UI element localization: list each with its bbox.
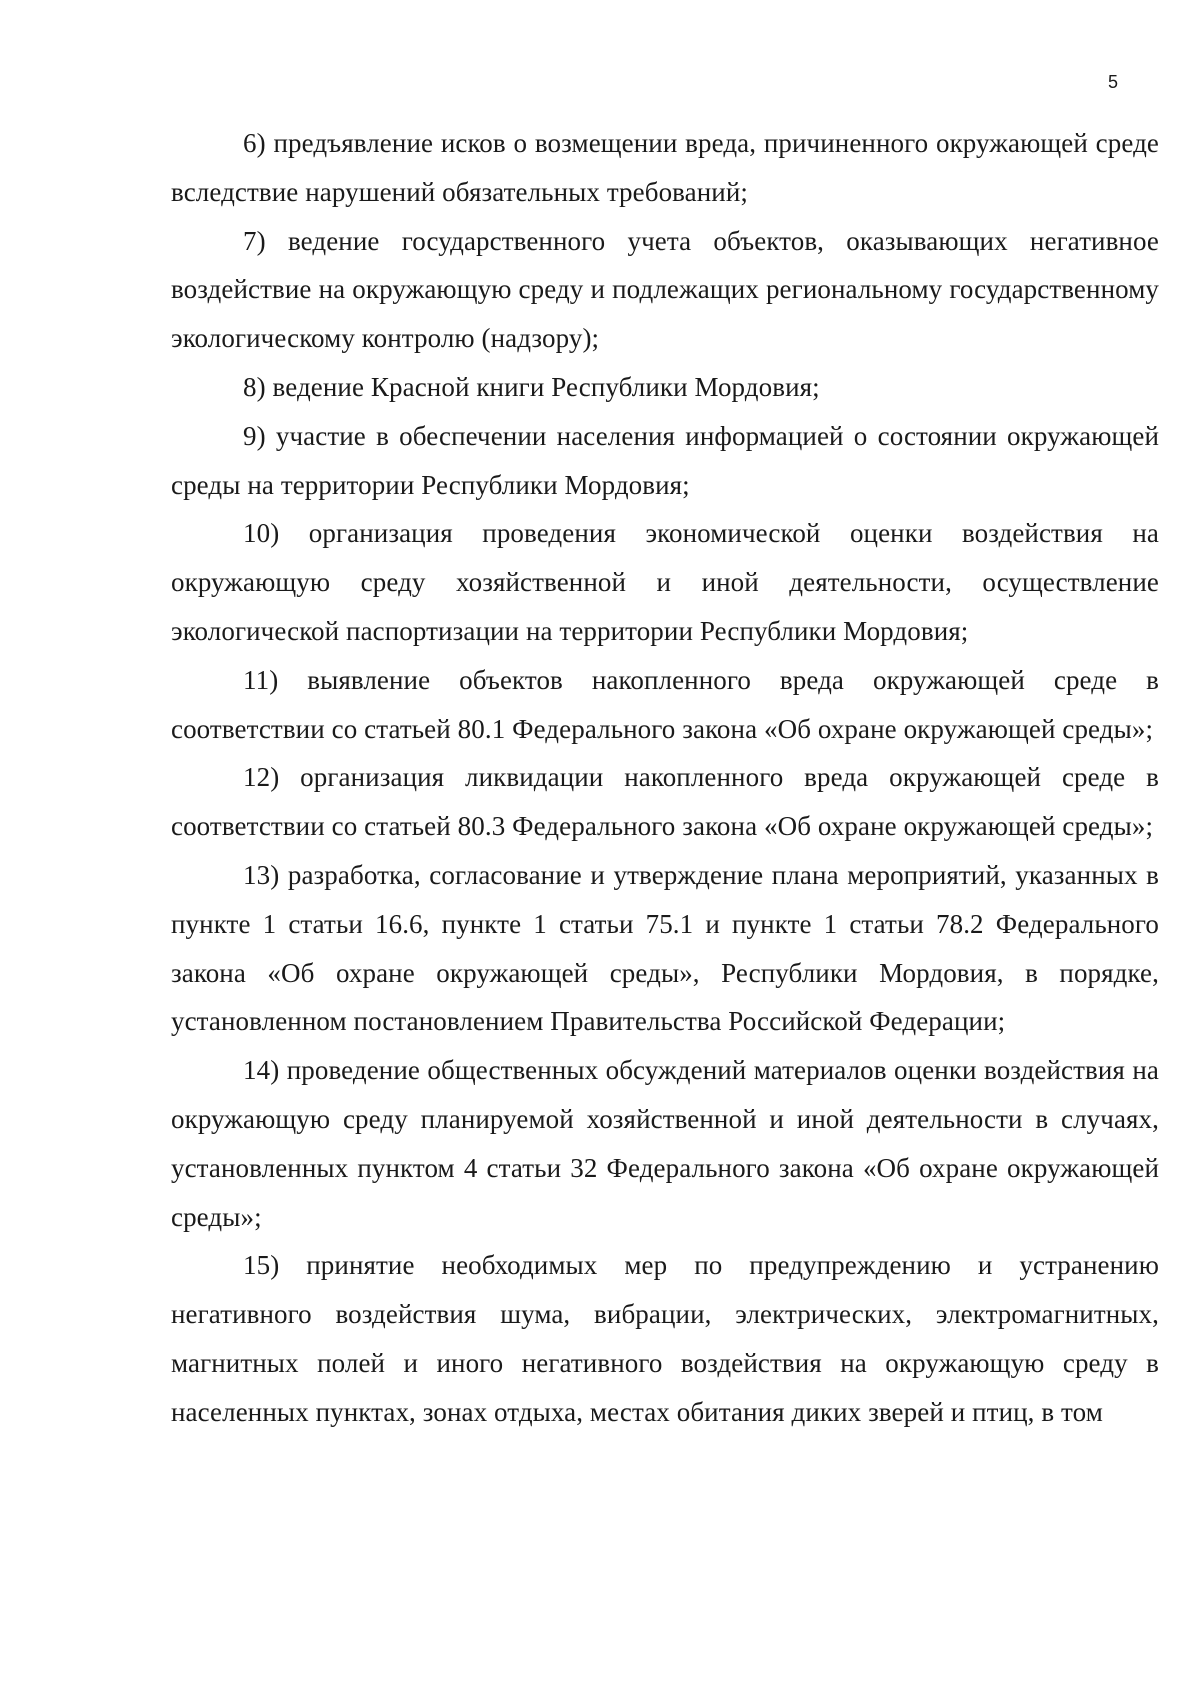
- list-item-7: 7) ведение государственного учета объектов, оказывающих негативное воздействие на окружающую среду и подлежащих региональному государственному экологическому контролю (надзору);: [171, 225, 1159, 354]
- list-item-8: 8) ведение Красной книги Республики Мордовия;: [243, 371, 820, 402]
- list-item-9: 9) участие в обеспечении населения информацией о состоянии окружающей среды на территории Республики Мордовия;: [171, 420, 1159, 500]
- list-item-15: 15) принятие необходимых мер по предупреждению и устранению негативного воздействия шума, вибрации, электрических, электромагнитных, магнитных полей и иного негативного воздействия на окружающую среду в населенных пунктах, зонах отдыха, местах обитания диких зверей и птиц, в том: [171, 1250, 1159, 1427]
- document-body: [171, 119, 1159, 1437]
- list-item-13: 13) разработка, согласование и утверждение плана мероприятий, указанных в пункте 1 статьи 16.6, пункте 1 статьи 75.1 и пункте 1 статьи 78.2 Федерального закона «Об охране окружающей среды», Республики Мордовия, в порядке, установленном постановлением Правительства Российской Федерации;: [171, 859, 1159, 1037]
- list-item-10: 10) организация проведения экономической оценки воздействия на окружающую среду хозяйственной и иной деятельности, осуществление экологической паспортизации на территории Республики Мордовия;: [171, 518, 1159, 646]
- list-item-12: 12) организация ликвидации накопленного вреда окружающей среде в соответствии со статьей 80.3 Федерального закона «Об охране окружающей среды»;: [171, 762, 1159, 842]
- page-number: 5: [1107, 72, 1118, 92]
- list-item-6: 6) предъявление исков о возмещении вреда, причиненного окружающей среде вследствие нарушений обязательных требований;: [171, 128, 1159, 207]
- list-item-11: 11) выявление объектов накопленного вреда окружающей среде в соответствии со статьей 80.1 Федерального закона «Об охране окружающей среды»;: [171, 664, 1159, 744]
- list-item-14: 14) проведение общественных обсуждений материалов оценки воздействия на окружающую среду планируемой хозяйственной и иной деятельности в случаях, установленных пунктом 4 статьи 32 Федерального закона «Об охране окружающей среды»;: [171, 1055, 1159, 1232]
